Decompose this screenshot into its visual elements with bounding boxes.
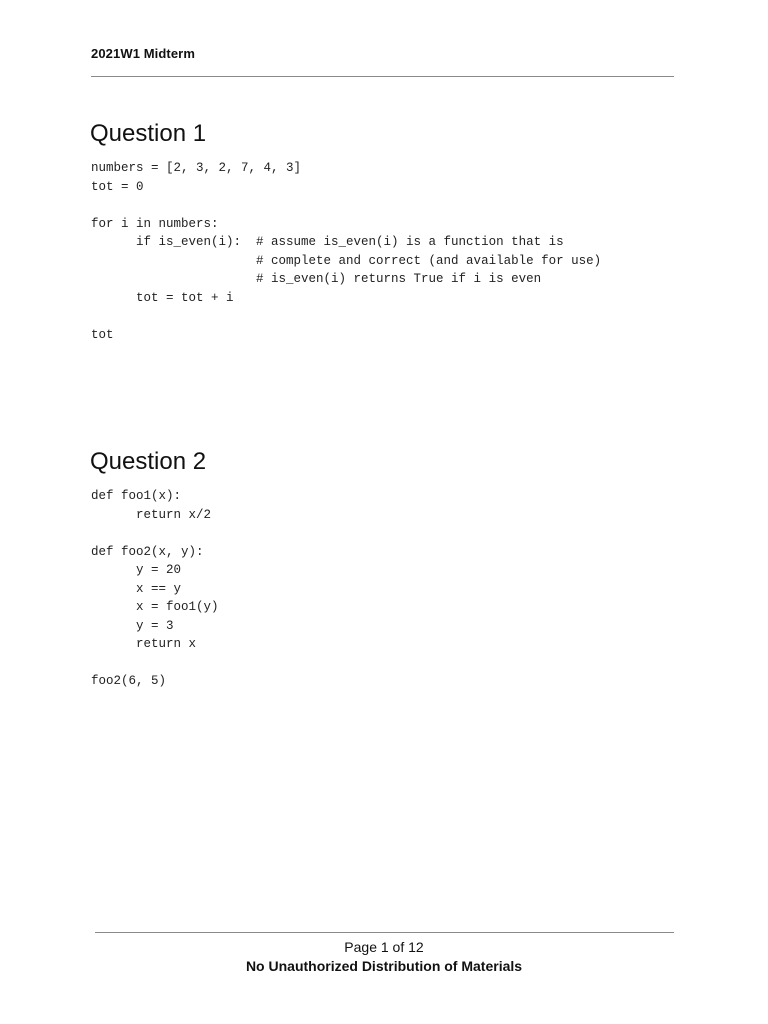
code-line: y = 20 bbox=[91, 563, 182, 577]
code-line: foo2(6, 5) bbox=[91, 674, 167, 688]
distribution-notice: No Unauthorized Distribution of Materials bbox=[245, 958, 523, 974]
code-line: x = foo1(y) bbox=[91, 600, 219, 614]
code-line bbox=[91, 307, 601, 326]
code-line: if is_even(i): # assume is_even(i) is a function that is bbox=[91, 235, 564, 249]
question-1-code-block bbox=[91, 159, 601, 344]
document-header-title: 2021W1 Midterm bbox=[91, 46, 195, 61]
code-line bbox=[91, 524, 219, 543]
page-number: Page 1 of 12 bbox=[344, 939, 424, 955]
code-line: return x/2 bbox=[91, 507, 212, 522]
code-line: # is_even(i) returns True if i is even bbox=[91, 272, 542, 286]
header-divider bbox=[91, 76, 674, 77]
code-line: tot bbox=[91, 327, 114, 342]
question-2-code-block bbox=[91, 487, 219, 691]
question-1-title: Question 1 bbox=[90, 120, 207, 147]
code-line: x == y bbox=[91, 581, 182, 596]
code-line: y = 3 bbox=[91, 618, 174, 633]
code-line: tot = tot + i bbox=[91, 290, 234, 305]
code-line: def foo2(x, y): bbox=[91, 544, 204, 559]
code-line: def foo1(x): bbox=[91, 489, 182, 503]
question-2-title: Question 2 bbox=[90, 448, 207, 475]
footer-divider bbox=[95, 932, 674, 933]
code-line bbox=[91, 196, 601, 215]
code-line: return x bbox=[91, 637, 197, 651]
code-line: numbers = [2, 3, 2, 7, 4, 3] bbox=[91, 161, 302, 175]
code-line bbox=[91, 654, 219, 673]
code-line: for i in numbers: bbox=[91, 216, 219, 231]
code-line: tot = 0 bbox=[91, 179, 144, 194]
code-line: # complete and correct (and available for use) bbox=[91, 253, 602, 268]
